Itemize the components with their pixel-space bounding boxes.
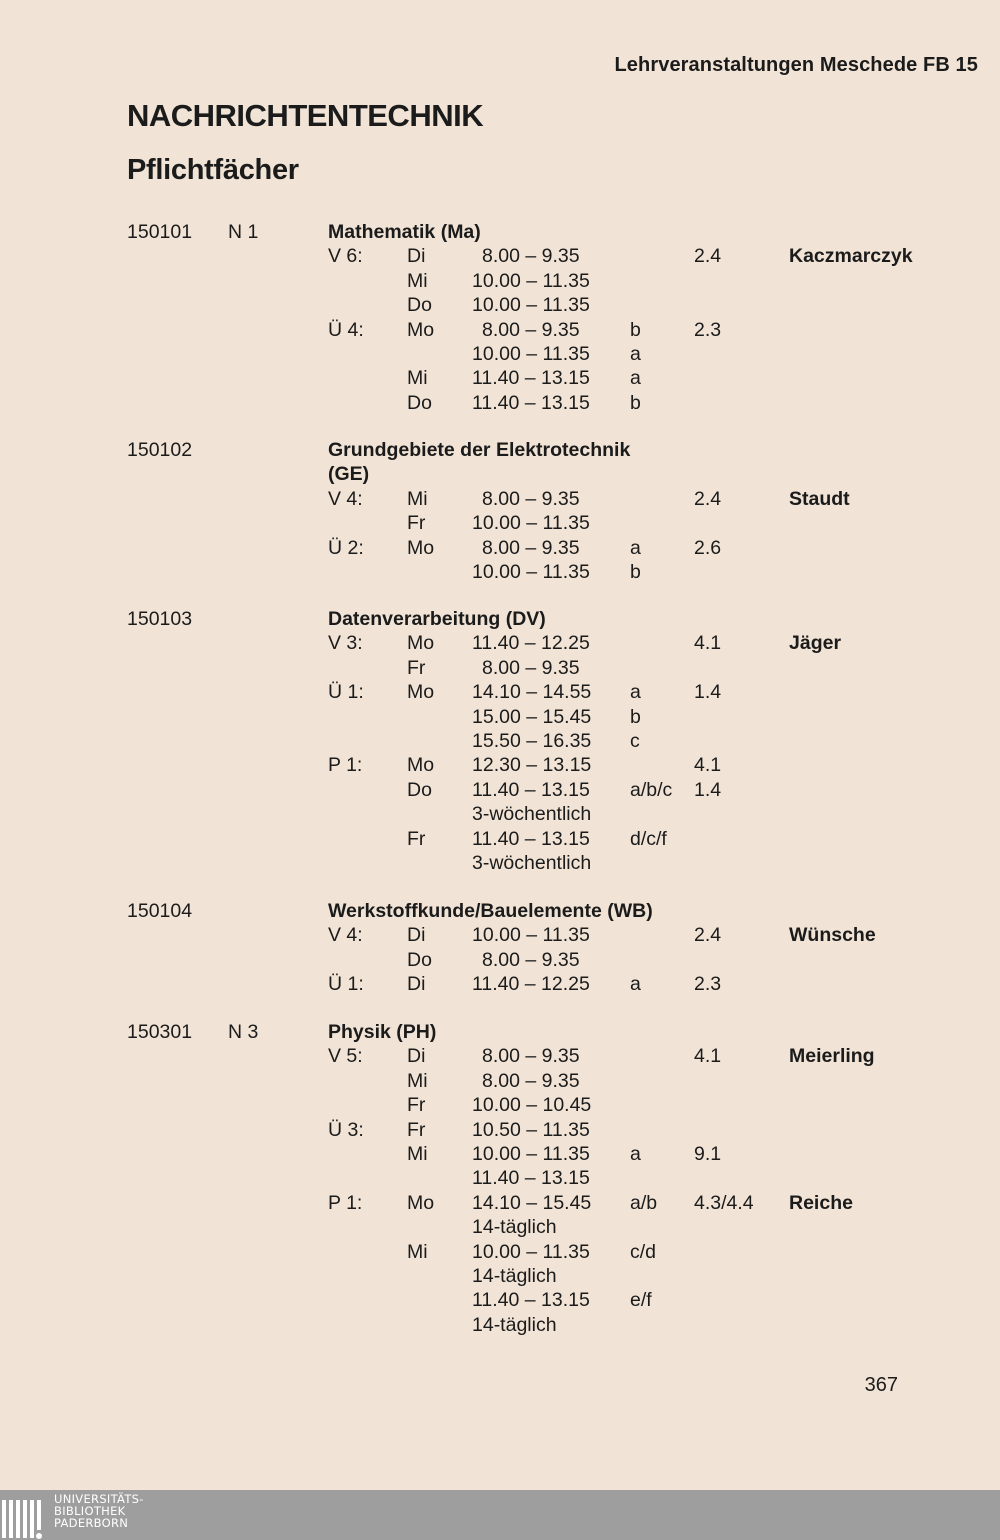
weekday: Mi [407, 487, 428, 510]
schedule-row [0, 1093, 1000, 1117]
session-type: Ü 1: [328, 973, 364, 996]
course-block [0, 899, 1000, 997]
room: 2.3 [694, 973, 722, 996]
room: 9.1 [694, 1142, 722, 1165]
weekday: Do [407, 948, 432, 971]
weekday: Mi [407, 269, 428, 292]
schedule-row [0, 511, 1000, 535]
session-type: Ü 4: [328, 318, 364, 341]
weekday: Mi [407, 1240, 428, 1263]
course-block [0, 438, 1000, 584]
weekday: Mo [407, 632, 435, 655]
library-footer-bar [0, 1490, 1000, 1540]
time-slot: 10.00 – 11.35 [472, 1240, 590, 1263]
time-slot: 8.00 – 9.35 [482, 656, 580, 679]
weekday: Di [407, 924, 426, 947]
schedule-row [0, 1069, 1000, 1093]
time-slot: 12.30 – 13.15 [472, 754, 592, 777]
schedule-row [0, 972, 1000, 996]
schedule-row [0, 631, 1000, 655]
time-slot: 14-täglich [472, 1264, 557, 1287]
schedule-row [0, 1166, 1000, 1190]
course-block [0, 220, 1000, 415]
group: c [630, 729, 640, 752]
room: 2.3 [694, 318, 722, 341]
weekday: Mo [407, 1191, 435, 1214]
schedule-row [0, 1313, 1000, 1337]
weekday: Di [407, 973, 426, 996]
time-slot: 11.40 – 12.25 [472, 632, 590, 655]
time-slot: 15.50 – 16.35 [472, 729, 592, 752]
time-slot: 10.00 – 11.35 [472, 512, 590, 535]
weekday: Mi [407, 1069, 428, 1092]
schedule-row [0, 1215, 1000, 1239]
course-title-row [0, 607, 1000, 631]
schedule-row [0, 1288, 1000, 1312]
room: 1.4 [694, 778, 722, 801]
time-slot: 8.00 – 9.35 [482, 536, 580, 559]
time-slot: 10.00 – 11.35 [472, 560, 590, 583]
time-slot: 8.00 – 9.35 [482, 318, 580, 341]
course-title: Physik (PH) [328, 1021, 437, 1043]
time-slot: 15.00 – 15.45 [472, 705, 592, 728]
session-type: Ü 2: [328, 536, 364, 559]
course-title: Werkstoffkunde/Bauelemente (WB) [328, 900, 653, 922]
time-slot: 10.50 – 11.35 [472, 1118, 590, 1141]
group: a [630, 342, 641, 365]
session-type: V 4: [328, 487, 363, 510]
schedule-row [0, 391, 1000, 415]
schedule-row [0, 1044, 1000, 1068]
time-slot: 11.40 – 13.15 [472, 1167, 590, 1190]
schedule-row [0, 536, 1000, 560]
library-logo-icon [0, 1494, 48, 1540]
time-slot: 11.40 – 13.15 [472, 778, 590, 801]
group: a/b [630, 1191, 658, 1214]
schedule-row [0, 753, 1000, 777]
library-name [54, 1493, 144, 1529]
session-type: P 1: [328, 1191, 363, 1214]
weekday: Fr [407, 1094, 426, 1117]
weekday: Fr [407, 827, 426, 850]
schedule-row [0, 827, 1000, 851]
schedule-row [0, 778, 1000, 802]
course-title-row [0, 220, 1000, 244]
schedule-row [0, 680, 1000, 704]
weekday: Di [407, 1045, 426, 1068]
page-title: NACHRICHTENTECHNIK [127, 98, 484, 133]
lecturer: Kaczmarczyk [789, 245, 913, 268]
time-slot: 14.10 – 15.45 [472, 1191, 592, 1214]
group: a [630, 1142, 641, 1165]
time-slot: 8.00 – 9.35 [482, 1045, 580, 1068]
weekday: Mo [407, 318, 435, 341]
time-slot: 11.40 – 13.15 [472, 391, 590, 414]
room: 2.4 [694, 924, 722, 947]
weekday: Mo [407, 754, 435, 777]
time-slot: 3-wöchentlich [472, 851, 592, 874]
page-number: 367 [864, 1374, 898, 1396]
weekday: Do [407, 294, 432, 317]
schedule-row [0, 923, 1000, 947]
lecturer: Meierling [789, 1045, 875, 1068]
time-slot: 8.00 – 9.35 [482, 948, 580, 971]
library-name-line-1: UNIVERSITÄTS- [54, 1492, 144, 1506]
room: 4.1 [694, 754, 722, 777]
time-slot: 10.00 – 11.35 [472, 294, 590, 317]
schedule-row [0, 656, 1000, 680]
time-slot: 10.00 – 11.35 [472, 342, 590, 365]
schedule-row [0, 1118, 1000, 1142]
time-slot: 10.00 – 11.35 [472, 269, 590, 292]
course-number: 150102 [127, 439, 193, 461]
lecturer: Reiche [789, 1191, 853, 1214]
room: 2.4 [694, 245, 722, 268]
schedule-row [0, 269, 1000, 293]
group: d/c/f [630, 827, 667, 850]
room: 4.3/4.4 [694, 1191, 754, 1214]
group: c/d [630, 1240, 657, 1263]
weekday: Fr [407, 512, 426, 535]
schedule-row [0, 851, 1000, 875]
time-slot: 14.10 – 14.55 [472, 681, 592, 704]
group: a [630, 536, 641, 559]
course-title: Datenverarbeitung (DV) [328, 608, 546, 630]
group: b [630, 391, 641, 414]
time-slot: 11.40 – 13.15 [472, 1289, 590, 1312]
group: b [630, 560, 641, 583]
session-type: Ü 1: [328, 681, 364, 704]
room: 4.1 [694, 632, 722, 655]
time-slot: 8.00 – 9.35 [482, 487, 580, 510]
session-type: V 5: [328, 1045, 363, 1068]
time-slot: 10.00 – 11.35 [472, 924, 590, 947]
course-number: 150104 [127, 900, 193, 922]
weekday: Fr [407, 656, 426, 679]
time-slot: 3-wöchentlich [472, 803, 592, 826]
schedule-row [0, 487, 1000, 511]
schedule-row [0, 342, 1000, 366]
course-number: 150103 [127, 608, 193, 630]
room: 1.4 [694, 681, 722, 704]
schedule-row [0, 802, 1000, 826]
room: 2.6 [694, 536, 722, 559]
weekday: Di [407, 245, 426, 268]
course-title: Mathematik (Ma) [328, 221, 481, 243]
course-title-row [0, 438, 1000, 462]
course-title: (GE) [328, 463, 370, 486]
time-slot: 11.40 – 12.25 [472, 973, 590, 996]
schedule-row [0, 244, 1000, 268]
course-semester: N 3 [228, 1021, 259, 1043]
group: a [630, 681, 641, 704]
course-semester: N 1 [228, 221, 259, 243]
schedule-row [0, 293, 1000, 317]
group: b [630, 705, 641, 728]
library-name-line-2: BIBLIOTHEK [54, 1504, 126, 1518]
weekday: Mi [407, 367, 428, 390]
time-slot: 10.00 – 11.35 [472, 1142, 590, 1165]
session-type: V 4: [328, 924, 363, 947]
weekday: Mi [407, 1142, 428, 1165]
group: e/f [630, 1289, 652, 1312]
section-subtitle: Pflichtfächer [127, 154, 299, 186]
schedule-row [0, 1240, 1000, 1264]
course-number: 150301 [127, 1021, 193, 1043]
lecturer: Staudt [789, 487, 850, 510]
schedule-row [0, 1191, 1000, 1215]
group: a/b/c [630, 778, 673, 801]
session-type: Ü 3: [328, 1118, 364, 1141]
running-head: Lehrveranstaltungen Meschede FB 15 [614, 54, 978, 76]
schedule-row [0, 729, 1000, 753]
library-name-line-3: PADERBORN [54, 1516, 129, 1530]
course-title-row [0, 1020, 1000, 1044]
room: 2.4 [694, 487, 722, 510]
schedule-row [0, 318, 1000, 342]
schedule-row [0, 366, 1000, 390]
time-slot: 14-täglich [472, 1216, 557, 1239]
weekday: Fr [407, 1118, 426, 1141]
time-slot: 11.40 – 13.15 [472, 367, 590, 390]
group: b [630, 318, 641, 341]
group: a [630, 973, 641, 996]
time-slot: 10.00 – 10.45 [472, 1094, 592, 1117]
schedule-row [0, 560, 1000, 584]
weekday: Mo [407, 536, 435, 559]
session-type: V 3: [328, 632, 363, 655]
time-slot: 11.40 – 13.15 [472, 827, 590, 850]
weekday: Mo [407, 681, 435, 704]
session-type: P 1: [328, 754, 363, 777]
group: a [630, 367, 641, 390]
schedule-row [0, 705, 1000, 729]
lecturer: Jäger [789, 632, 842, 655]
course-title-row [0, 462, 1000, 486]
course-number: 150101 [127, 221, 193, 243]
course-block [0, 607, 1000, 875]
time-slot: 14-täglich [472, 1313, 557, 1336]
course-block [0, 1020, 1000, 1337]
schedule-row [0, 948, 1000, 972]
time-slot: 8.00 – 9.35 [482, 245, 580, 268]
course-title: Grundgebiete der Elektrotechnik [328, 439, 631, 461]
time-slot: 8.00 – 9.35 [482, 1069, 580, 1092]
weekday: Do [407, 778, 432, 801]
schedule-row [0, 1264, 1000, 1288]
schedule-row [0, 1142, 1000, 1166]
lecturer: Wünsche [789, 924, 876, 947]
weekday: Do [407, 391, 432, 414]
course-title-row [0, 899, 1000, 923]
session-type: V 6: [328, 245, 363, 268]
room: 4.1 [694, 1045, 722, 1068]
